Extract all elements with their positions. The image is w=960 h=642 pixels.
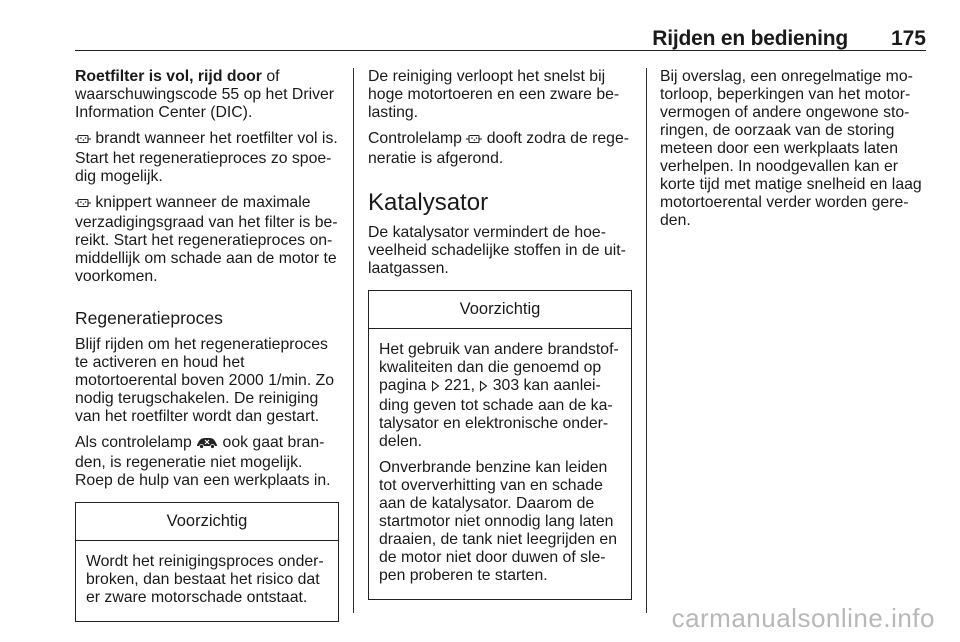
caution-box xyxy=(368,290,632,600)
page-ref[interactable]: 303 xyxy=(492,377,520,394)
paragraph: Als controlelamp ook gaat branden, is regeneratie niet mogelijk. Roep de hulp van een werkplaats in. xyxy=(75,434,331,489)
column-divider xyxy=(646,68,647,613)
paragraph: De katalysator vermindert de hoeveelheid schadelijke stoffen in de uitlaatgassen. xyxy=(368,224,626,277)
page-ref[interactable]: 221 xyxy=(444,377,471,394)
diesel-particulate-filter-icon xyxy=(75,132,91,150)
service-vehicle-icon xyxy=(196,436,218,454)
page-number: 175 xyxy=(890,27,926,50)
paragraph: Controlelamp dooft zodra de regeneratie is afgerond. xyxy=(368,130,630,167)
column-divider xyxy=(353,68,354,613)
paragraph: Blijf rijden om het regeneratieproces te activeren en houd het motortoerental boven 2000 1/min. Zo nodig terugschakelen. De reiniging van het roetfilter wordt dan gestart. xyxy=(75,336,335,425)
diesel-particulate-filter-icon xyxy=(75,196,91,214)
section-title: Rijden en bediening xyxy=(652,27,848,50)
watermark: carmanualsonline.info xyxy=(671,603,935,633)
caution-box xyxy=(75,502,339,622)
caution-text: Wordt het reinigingsproces onderbroken, dan bestaat het risico dat er zware motorschade ontstaat. xyxy=(86,553,324,606)
heading-katalysator: Katalysator xyxy=(368,189,489,216)
paragraph: De reiniging verloopt het snelst bij hoge motortoeren en een zware belasting. xyxy=(368,68,620,121)
paragraph: Bij overslag, een onregelmatige motorloop, beperkingen van het motorvermogen of andere ongewone storingen, de oorzaak van de storing meteen door een werkplaats laten verhelpen. In noodgevallen kan er korte tijd met matige snelheid en laag motortoerental verder worden gereden. xyxy=(660,68,922,229)
page-reference-arrow-icon xyxy=(431,379,440,397)
column-2 xyxy=(368,68,632,600)
column-1 xyxy=(75,68,339,622)
caution-title: Voorzichtig xyxy=(369,291,631,329)
diesel-particulate-filter-icon xyxy=(466,132,482,150)
column-3 xyxy=(660,68,926,238)
caution-text: Het gebruik van andere brandstofkwaliteiten dan die genoemd op pagina 221, 303 kan aanleiding geven tot schade aan de katalysator en elektronische onderdelen. xyxy=(379,341,619,450)
caution-text: Onverbrande benzine kan leiden tot oververhitting van en schade aan de katalysator. Daarom de startmotor niet onnodig lang laten draaien, de tank niet leegrijden en de motor niet door duwen of slepen proberen te starten. xyxy=(379,459,618,584)
page-header xyxy=(75,26,926,51)
caution-title: Voorzichtig xyxy=(76,503,338,541)
paragraph: Roetfilter is vol, rijd door of waarschuwingscode 55 op het Driver Information Center (DIC). xyxy=(75,68,335,121)
paragraph: brandt wanneer het roetfilter vol is. Start het regeneratieproces zo spoedig mogelijk. xyxy=(75,130,338,185)
dic-message: Roetfilter is vol, rijd door xyxy=(75,68,262,85)
page-reference-arrow-icon xyxy=(479,379,488,397)
paragraph: knippert wanneer de maximale verzadigingsgraad van het filter is bereikt. Start het regeneratieproces onmiddellijk om schade aan de motor te voorkomen. xyxy=(75,194,338,285)
subheading-regeneratieproces: Regeneratieproces xyxy=(75,308,223,328)
